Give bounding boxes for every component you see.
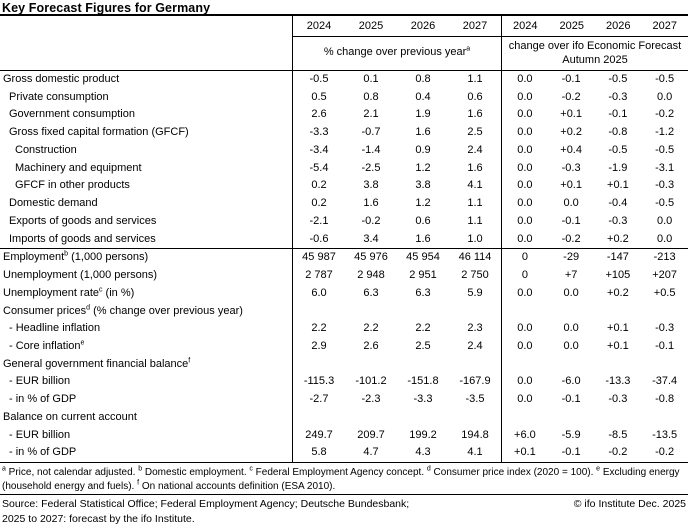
diff-cell: 0.0 (501, 338, 548, 356)
diff-cell: -0.3 (608, 90, 628, 103)
pct-change-cell: -0.5 (309, 73, 329, 85)
row-label: Gross fixed capital formation (GFCF) (0, 124, 293, 142)
year-label: 2027 (652, 20, 677, 32)
pct-change-cell (449, 303, 501, 321)
diff-cell: -0.3 (608, 393, 628, 406)
diff-cell: -0.4 (608, 197, 628, 210)
table-row (0, 89, 688, 107)
table-row (0, 320, 688, 338)
pct-change-cell: -3.5 (465, 393, 485, 406)
pct-change-cell: 0.4 (415, 90, 431, 103)
diff-cell: -0.1 (608, 108, 628, 121)
diff-cell (548, 356, 595, 374)
diff-cell: +0.1 (607, 179, 629, 192)
diff-cell: +0.5 (653, 286, 676, 299)
row-label: Government consumption (0, 106, 293, 124)
diff-cell (501, 356, 548, 374)
diff-cell: +0.2 (607, 232, 629, 245)
diff-cell: 0.0 (501, 160, 548, 178)
diff-cell: -0.5 (655, 143, 675, 156)
row-label: - in % of GDP (0, 391, 293, 409)
pct-change-cell: 2.3 (467, 322, 483, 335)
pct-change-cell: 1.6 (363, 197, 379, 210)
pct-change-cell: -101.2 (355, 375, 387, 388)
diff-cell: 0.0 (501, 320, 548, 338)
diff-cell: -0.2 (561, 232, 581, 245)
diff-cell: +0.2 (560, 126, 582, 139)
diff-cell: 0.0 (501, 195, 548, 213)
pct-change-cell: 0.9 (415, 143, 431, 156)
subheader-row (0, 37, 688, 71)
diff-cell: -0.5 (608, 73, 628, 85)
pct-change-cell: 3.4 (363, 232, 379, 245)
pct-change-cell: 2.9 (311, 340, 327, 353)
pct-change-cell: -0.2 (361, 214, 381, 227)
table-row (0, 303, 688, 321)
diff-cell: -0.1 (561, 393, 581, 406)
footnote-marker: d (426, 465, 431, 473)
source-line-2: 2025 to 2027: forecast by the ifo Institute. (2, 513, 195, 525)
diff-cell: -1.9 (608, 161, 628, 174)
pct-change-cell: -2.3 (361, 393, 381, 406)
diff-cell: 0.0 (501, 71, 548, 89)
diff-cell: -0.3 (608, 214, 628, 227)
group2-subheader: change over ifo Economic Forecast Autumn 2025 (501, 37, 688, 70)
table-row (0, 409, 688, 427)
diff-cell: -29 (563, 251, 580, 264)
pct-change-cell: 0.1 (363, 73, 379, 85)
pct-change-cell: 1.6 (467, 161, 483, 174)
pct-change-cell: 2 951 (409, 269, 437, 282)
source-block (0, 494, 688, 529)
pct-change-cell: -2.1 (309, 214, 329, 227)
row-label: Machinery and equipment (0, 160, 293, 178)
year-label: 2026 (410, 20, 436, 32)
pct-change-cell (345, 356, 397, 374)
pct-change-cell: 2.6 (311, 108, 327, 121)
pct-change-cell: 4.3 (415, 446, 431, 459)
table-row (0, 356, 688, 374)
pct-change-cell (345, 409, 397, 427)
footnote-marker: b (64, 250, 69, 258)
diff-cell: -147 (606, 251, 629, 264)
diff-cell: 0 (501, 267, 548, 285)
diff-cell: 0.0 (501, 373, 548, 391)
pct-change-cell: -115.3 (303, 375, 335, 388)
diff-cell: +7 (564, 269, 578, 282)
row-label: GFCF in other products (0, 177, 293, 195)
row-label: - EUR billion (0, 427, 293, 445)
year-label: 2025 (559, 20, 584, 32)
table-row (0, 160, 688, 178)
pct-change-cell: 1.1 (467, 73, 483, 85)
diff-cell: +0.1 (560, 108, 582, 121)
table-row (0, 124, 688, 142)
table-row (0, 177, 688, 195)
table-row (0, 231, 688, 249)
diff-cell: -0.1 (561, 73, 581, 85)
diff-cell: -213 (653, 251, 676, 264)
row-label: Gross domestic product (0, 71, 293, 89)
footnote-marker: a (2, 465, 6, 473)
row-label: - EUR billion (0, 373, 293, 391)
pct-change-cell: 3.8 (363, 179, 379, 192)
pct-change-cell: 1.6 (415, 126, 431, 139)
diff-cell (641, 409, 688, 427)
pct-change-cell: -0.6 (309, 232, 329, 245)
diff-cell: -3.1 (655, 161, 675, 174)
footnote-marker: c (99, 286, 103, 294)
pct-change-cell: 1.2 (415, 197, 431, 210)
footnote-marker: e (80, 339, 85, 347)
years-header-row (0, 16, 688, 37)
pct-change-cell: 4.1 (467, 446, 483, 459)
footnote-marker: c (249, 465, 253, 473)
diff-cell: -13.3 (605, 375, 631, 388)
label-column-spacer (0, 37, 293, 70)
diff-cell (595, 356, 642, 374)
diff-cell: +207 (652, 269, 678, 282)
pct-change-cell (397, 356, 449, 374)
row-label: Domestic demand (0, 195, 293, 213)
pct-change-cell (449, 409, 501, 427)
diff-cell: 0.0 (501, 124, 548, 142)
footnote-marker: a (466, 45, 471, 53)
table-body (0, 71, 688, 463)
row-label: Balance on current account (0, 409, 293, 427)
diff-cell: -0.3 (561, 161, 581, 174)
table-row (0, 444, 688, 462)
pct-change-cell: -167.9 (459, 375, 491, 388)
table-row (0, 142, 688, 160)
diff-cell: 0.0 (501, 285, 548, 303)
pct-change-cell: 2.2 (363, 322, 379, 335)
diff-cell (595, 303, 642, 321)
pct-change-cell: 4.1 (467, 179, 483, 192)
pct-change-cell: 1.1 (467, 197, 483, 210)
pct-change-cell: 0.2 (311, 197, 327, 210)
diff-cell: -0.2 (655, 108, 675, 121)
pct-change-cell: 4.7 (363, 446, 379, 459)
pct-change-cell: 194.8 (461, 428, 489, 441)
pct-change-cell: 0.6 (415, 214, 431, 227)
pct-change-cell: 1.6 (467, 108, 483, 121)
table-row (0, 285, 688, 303)
diff-cell: 0.0 (563, 197, 579, 210)
pct-change-cell: 2.1 (363, 108, 379, 121)
pct-change-cell: 1.6 (415, 232, 431, 245)
footnote-marker: e (596, 465, 601, 473)
diff-cell: -13.5 (652, 428, 678, 441)
diff-cell: 0.0 (563, 322, 579, 335)
table-row (0, 267, 688, 285)
pct-change-cell: 2 948 (357, 269, 385, 282)
table-row (0, 338, 688, 356)
diff-cell: 0.0 (501, 142, 548, 160)
label-column-spacer (0, 16, 293, 37)
diff-cell: 0.0 (656, 232, 673, 245)
diff-cell: -1.2 (655, 126, 675, 139)
diff-cell: 0.0 (501, 177, 548, 195)
diff-cell: -0.5 (655, 197, 675, 210)
footnote-marker: f (137, 479, 140, 487)
diff-cell (548, 409, 595, 427)
pct-change-cell: 2.6 (363, 340, 379, 353)
table-row (0, 213, 688, 231)
diff-cell: +0.1 (607, 322, 629, 335)
pct-change-cell: 6.3 (415, 286, 431, 299)
diff-cell: -0.5 (655, 73, 675, 85)
footnote-marker: b (138, 465, 143, 473)
diff-cell: 0.0 (501, 213, 548, 231)
diff-cell: -0.1 (655, 340, 675, 353)
year-group-pct-change (293, 16, 501, 37)
pct-change-cell: 249.7 (305, 428, 333, 441)
diff-cell: -0.3 (655, 179, 675, 192)
diff-cell: -0.1 (561, 214, 581, 227)
table-row (0, 248, 688, 267)
diff-cell (595, 409, 642, 427)
pct-change-cell: 0.6 (467, 90, 483, 103)
diff-cell: 0.0 (563, 286, 579, 299)
diff-cell: -37.4 (652, 375, 678, 388)
diff-cell: +105 (605, 269, 631, 282)
diff-cell: 0.0 (501, 391, 548, 409)
pct-change-cell (449, 356, 501, 374)
diff-cell: -0.5 (608, 143, 628, 156)
table-row (0, 106, 688, 124)
diff-cell: -0.2 (608, 446, 628, 459)
pct-change-cell: -2.7 (309, 393, 329, 406)
diff-cell (641, 356, 688, 374)
pct-change-cell: 45 987 (302, 251, 336, 264)
year-label: 2026 (606, 20, 631, 32)
diff-cell (641, 303, 688, 321)
year-label: 2024 (513, 20, 538, 32)
pct-change-cell: 5.8 (311, 446, 327, 459)
pct-change-cell (397, 303, 449, 321)
pct-change-cell: 46 114 (458, 251, 492, 264)
diff-cell: -8.5 (608, 428, 628, 441)
diff-cell: 0.0 (656, 90, 673, 103)
source-text: Source: Federal Statistical Office; Federal Employment Agency; Deutsche Bundesbank; (2, 498, 410, 510)
diff-cell: +0.1 (560, 179, 582, 192)
pct-change-cell: 1.0 (467, 232, 483, 245)
diff-cell: +0.1 (501, 444, 548, 462)
pct-change-cell: -3.3 (413, 393, 433, 406)
group1-subheader: % change over previous year$^a$ (323, 45, 471, 58)
pct-change-cell: -3.3 (309, 126, 329, 139)
pct-change-cell: 2 750 (461, 269, 489, 282)
pct-change-cell: 1.9 (415, 108, 431, 121)
pct-change-cell (293, 409, 345, 427)
diff-cell: +6.0 (501, 427, 548, 445)
pct-change-cell (293, 303, 345, 321)
table-row (0, 195, 688, 213)
row-label: General government financial balance$^f$ (0, 356, 293, 374)
row-label: - Headline inflation (0, 320, 293, 338)
pct-change-cell: 6.0 (311, 286, 327, 299)
pct-change-cell: 2.2 (311, 322, 327, 335)
pct-change-cell: 2.4 (467, 340, 483, 353)
row-label: Unemployment (1,000 persons) (0, 267, 293, 285)
row-label: - in % of GDP (0, 444, 293, 462)
page-title: Key Forecast Figures for Germany (0, 0, 688, 16)
table-row (0, 427, 688, 445)
diff-cell (501, 303, 548, 321)
diff-cell: -0.8 (655, 393, 675, 406)
diff-cell: +0.1 (607, 340, 629, 353)
year-group-diff (501, 16, 688, 37)
diff-cell: +0.4 (560, 143, 582, 156)
diff-cell: 0.0 (656, 214, 673, 227)
pct-change-cell: 209.7 (357, 428, 385, 441)
pct-change-cell: -151.8 (407, 375, 439, 388)
pct-change-cell: 2.5 (415, 340, 431, 353)
pct-change-cell: -5.4 (309, 161, 329, 174)
diff-cell: 0.0 (563, 340, 579, 353)
row-label: Imports of goods and services (0, 231, 293, 249)
pct-change-cell: 5.9 (467, 286, 483, 299)
pct-change-cell: 45 954 (406, 251, 440, 264)
pct-change-cell (345, 303, 397, 321)
pct-change-cell: -0.7 (361, 126, 381, 139)
pct-change-cell: 0.8 (415, 73, 431, 85)
row-label: Employment$^b$ (1,000 persons) (0, 249, 293, 267)
table-row (0, 71, 688, 89)
footnote-marker: f (188, 357, 191, 365)
pct-change-cell: 45 976 (354, 251, 388, 264)
diff-cell (501, 409, 548, 427)
row-label: Consumer prices$^d$ (% change over previous year) (0, 303, 293, 321)
pct-change-cell: 2 787 (305, 269, 333, 282)
diff-cell: -0.3 (655, 322, 675, 335)
pct-change-cell: 3.8 (415, 179, 431, 192)
diff-cell: -0.2 (561, 90, 581, 103)
pct-change-cell: 1.2 (415, 161, 431, 174)
pct-change-cell: 0.5 (311, 90, 327, 103)
pct-change-cell (397, 409, 449, 427)
pct-change-cell: -1.4 (361, 143, 381, 156)
pct-change-cell (293, 356, 345, 374)
pct-change-cell: 2.5 (467, 126, 483, 139)
row-label: Construction (0, 142, 293, 160)
diff-cell: -6.0 (561, 375, 581, 388)
year-label: 2025 (358, 20, 384, 32)
row-label: - Core inflation$^e$ (0, 338, 293, 356)
diff-cell: 0.0 (501, 106, 548, 124)
table-row (0, 391, 688, 409)
pct-change-cell: 0.2 (311, 179, 327, 192)
pct-change-cell: 2.2 (415, 322, 431, 335)
copyright: © ifo Institute Dec. 2025 (573, 498, 686, 510)
diff-cell: -0.2 (655, 446, 675, 459)
pct-change-cell: -3.4 (309, 143, 329, 156)
pct-change-cell: -2.5 (361, 161, 381, 174)
row-label: Unemployment rate$^c$ (in %) (0, 285, 293, 303)
footnote-marker: d (86, 303, 91, 311)
year-label: 2027 (462, 20, 488, 32)
diff-cell: -0.1 (561, 446, 581, 459)
diff-cell: -5.9 (561, 428, 581, 441)
pct-change-cell: 6.3 (363, 286, 379, 299)
diff-cell: 0 (501, 249, 548, 267)
pct-change-cell: 199.2 (409, 428, 437, 441)
diff-cell: 0.0 (501, 231, 548, 249)
year-label: 2024 (306, 20, 332, 32)
diff-cell (548, 303, 595, 321)
row-label: Private consumption (0, 89, 293, 107)
source-line (2, 497, 686, 512)
table-row (0, 373, 688, 391)
pct-change-cell: 0.8 (363, 90, 379, 103)
footnotes-text: $^a$ Price, not calendar adjusted. $^b$ Domestic employment. $^c$ Federal Employment Agency concept. $^d$ Consumer price index (2020 = 100). $^e$ Excluding energy (household energy and fuels). $^f$ On national accounts definition (ESA 2010). (2, 465, 680, 492)
pct-change-cell: 2.4 (467, 143, 483, 156)
pct-change-cell: 1.1 (467, 214, 483, 227)
diff-cell: 0.0 (501, 89, 548, 107)
row-label: Exports of goods and services (0, 213, 293, 231)
diff-cell: -0.8 (608, 126, 628, 139)
diff-cell: +0.2 (607, 286, 629, 299)
